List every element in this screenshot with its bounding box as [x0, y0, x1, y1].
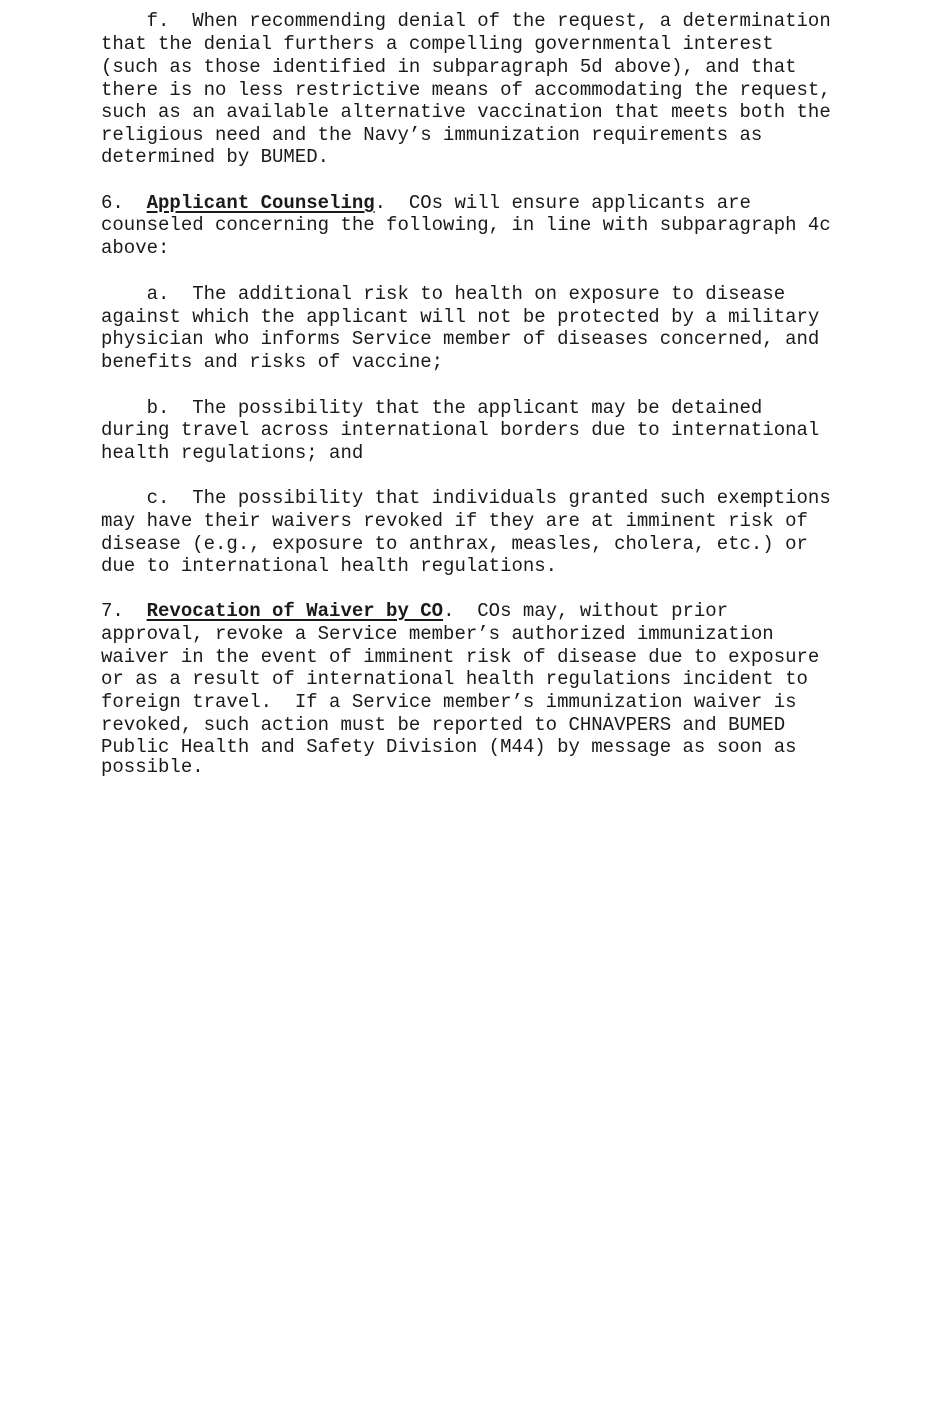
section-number: 7.	[101, 600, 147, 622]
paragraph-line: physician who informs Service member of diseases concerned, and	[101, 328, 820, 350]
paragraph-line: such as an available alternative vaccination that meets both the	[101, 101, 831, 123]
section-7-first-line	[101, 600, 728, 623]
paragraph-line: c. The possibility that individuals granted such exemptions	[101, 487, 831, 509]
section-heading: Revocation of Waiver by CO	[146, 600, 444, 622]
paragraph-line: f. When recommending denial of the request, a determination	[101, 10, 831, 32]
paragraph-line: health regulations; and	[101, 442, 364, 464]
paragraph-line: during travel across international borders due to international	[101, 419, 820, 441]
paragraph-line: disease (e.g., exposure to anthrax, measles, cholera, etc.) or	[101, 533, 808, 555]
paragraph-line: or as a result of international health regulations incident to	[101, 668, 808, 690]
paragraph-line: foreign travel. If a Service member’s immunization waiver is	[101, 691, 797, 713]
section-6-first-line	[101, 192, 751, 215]
paragraph-line: b. The possibility that the applicant may be detained	[101, 397, 763, 419]
paragraph-line: may have their waivers revoked if they are at imminent risk of	[101, 510, 808, 532]
paragraph-line: approval, revoke a Service member’s authorized immunization	[101, 623, 774, 645]
paragraph-line: Public Health and Safety Division (M44) by message as soon as	[101, 736, 797, 758]
paragraph-line: above:	[101, 237, 170, 259]
paragraph-line: counseled concerning the following, in line with subparagraph 4c	[101, 214, 831, 236]
paragraph-line: determined by BUMED.	[101, 146, 330, 168]
section-heading: Applicant Counseling	[146, 192, 375, 214]
paragraph-line: religious need and the Navy’s immunization requirements as	[101, 124, 763, 146]
section-7	[0, 600, 934, 1364]
paragraph-line: waiver in the event of imminent risk of disease due to exposure	[101, 646, 820, 668]
paragraph-line: due to international health regulations.	[101, 555, 558, 577]
paragraph-line: against which the applicant will not be protected by a military	[101, 306, 820, 328]
paragraph-line: benefits and risks of vaccine;	[101, 351, 444, 373]
paragraph-line: a. The additional risk to health on exposure to disease	[101, 283, 786, 305]
paragraph-line: possible.	[101, 756, 204, 778]
paragraph-line: there is no less restrictive means of accommodating the request,	[101, 79, 831, 101]
paragraph-line: that the denial furthers a compelling governmental interest	[101, 33, 774, 55]
section-text: . COs may, without prior	[443, 600, 729, 622]
section-number: 6.	[101, 192, 147, 214]
section-text: . COs will ensure applicants are	[374, 192, 751, 214]
paragraph-line: revoked, such action must be reported to CHNAVPERS and BUMED	[101, 714, 786, 736]
paragraph-line: (such as those identified in subparagraph 5d above), and that	[101, 56, 797, 78]
